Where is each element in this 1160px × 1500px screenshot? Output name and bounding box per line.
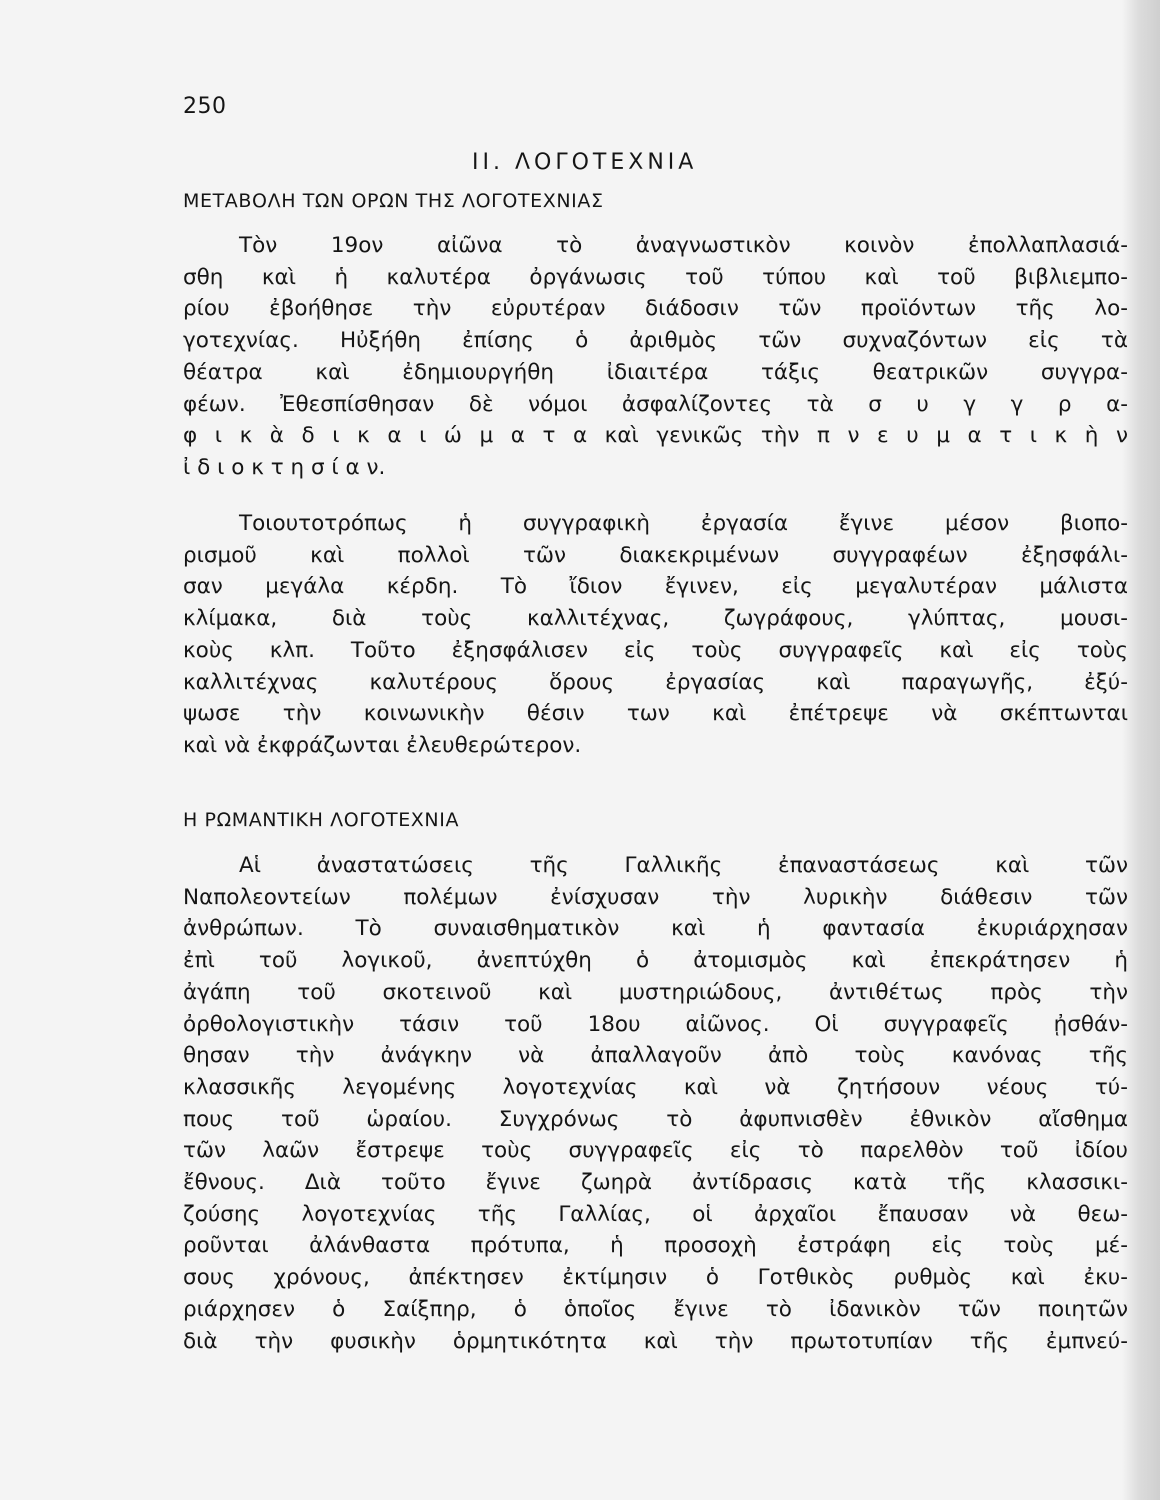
text-line: πους τοῦ ὡραίου. Συγχρόνως τὸ ἀφυπνισθὲν ἐθνικὸν αἴσθημα <box>183 1106 1128 1132</box>
text-line: ἔθνους. Διὰ τοῦτο ἔγινε ζωηρὰ ἀντίδρασις κατὰ τῆς κλασσικι- <box>183 1170 1128 1196</box>
text-line: σους χρόνους, ἀπέκτησεν ἐκτίμησιν ὁ Γοτθικὸς ρυθμὸς καὶ ἐκυ- <box>183 1265 1128 1291</box>
paragraph <box>183 230 1128 484</box>
text-line: Αἱ ἀναστατώσεις τῆς Γαλλικῆς ἐπαναστάσεως καὶ τῶν <box>239 853 1128 878</box>
text-line: Ναπολεοντείων πολέμων ἐνίσχυσαν τὴν λυρικὴν διάθεσιν τῶν <box>183 884 1128 910</box>
text-line: κλασσικῆς λεγομένης λογοτεχνίας καὶ νὰ ζητήσουν νέους τύ- <box>183 1074 1128 1100</box>
text-line: καὶ νὰ ἐκφράζωνται ἐλευθερώτερον. <box>183 732 582 758</box>
text-line: κλίμακα, διὰ τοὺς καλλιτέχνας, ζωγράφους, γλύπτας, μουσι- <box>183 606 1128 632</box>
chapter-title: II. ΛΟΓΟΤΕΧΝΙΑ <box>472 150 698 175</box>
section-heading: ΜΕΤΑΒΟΛΗ ΤΩΝ ΟΡΩΝ ΤΗΣ ΛΟΓΟΤΕΧΝΙΑΣ <box>183 190 604 212</box>
text-line: φ ι κ ὰ δ ι κ α ι ώ μ α τ α καὶ γενικῶς τὴν π ν ε υ μ α τ ι κ ὴ ν <box>183 423 1128 449</box>
text-line: Τὸν 19ον αἰῶνα τὸ ἀναγνωστικὸν κοινὸν ἐπολλαπλασιά- <box>239 233 1128 258</box>
section-heading: Η ΡΩΜΑΝΤΙΚΗ ΛΟΓΟΤΕΧΝΙΑ <box>183 809 460 831</box>
text-line: ροῦνται ἀλάνθαστα πρότυπα, ἡ προσοχὴ ἐστράφη εἰς τοὺς μέ- <box>183 1233 1128 1259</box>
text-line: ρισμοῦ καὶ πολλοὶ τῶν διακεκριμένων συγγραφέων ἐξησφάλι- <box>183 542 1128 568</box>
text-line: κοὺς κλπ. Τοῦτο ἐξησφάλισεν εἰς τοὺς συγγραφεῖς καὶ εἰς τοὺς <box>183 637 1128 663</box>
text-line: διὰ τὴν φυσικὴν ὁρμητικότητα καὶ τὴν πρωτοτυπίαν τῆς ἐμπνεύ- <box>183 1328 1128 1354</box>
text-line: σαν μεγάλα κέρδη. Τὸ ἴδιον ἔγινεν, εἰς μεγαλυτέραν μάλιστα <box>183 574 1128 600</box>
text-line: ἰ δ ι ο κ τ η σ ί α ν. <box>183 454 386 480</box>
text-line: ρίου ἐβοήθησε τὴν εὐρυτέραν διάδοσιν τῶν προϊόντων τῆς λο- <box>183 296 1128 322</box>
text-line: Τοιουτοτρόπως ἡ συγγραφικὴ ἐργασία ἔγινε μέσον βιοπο- <box>239 511 1128 536</box>
paragraph <box>183 508 1128 762</box>
text-line: γοτεχνίας. Ηὐξήθη ἐπίσης ὁ ἀριθμὸς τῶν συχναζόντων εἰς τὰ <box>183 328 1128 354</box>
text-line: ὀρθολογιστικὴν τάσιν τοῦ 18ου αἰῶνος. Οἱ συγγραφεῖς ᾐσθάν- <box>183 1011 1128 1037</box>
text-line: φέων. Ἐθεσπίσθησαν δὲ νόμοι ἀσφαλίζοντες τὰ σ υ γ γ ρ α- <box>183 391 1128 417</box>
text-line: καλλιτέχνας καλυτέρους ὅρους ἐργασίας καὶ παραγωγῆς, ἐξύ- <box>183 669 1128 695</box>
text-line: ἀνθρώπων. Τὸ συναισθηματικὸν καὶ ἡ φαντασία ἐκυριάρχησαν <box>183 916 1128 942</box>
text-line: ζούσης λογοτεχνίας τῆς Γαλλίας, οἱ ἀρχαῖοι ἔπαυσαν νὰ θεω- <box>183 1201 1128 1227</box>
text-line: ἀγάπη τοῦ σκοτεινοῦ καὶ μυστηριώδους, ἀντιθέτως πρὸς τὴν <box>183 979 1128 1005</box>
text-line: θέατρα καὶ ἐδημιουργήθη ἰδιαιτέρα τάξις θεατρικῶν συγγρα- <box>183 359 1128 385</box>
page-number: 250 <box>183 94 227 119</box>
text-line: σθη καὶ ἡ καλυτέρα ὀργάνωσις τοῦ τύπου καὶ τοῦ βιβλιεμπο- <box>183 264 1128 290</box>
text-line: τῶν λαῶν ἔστρεψε τοὺς συγγραφεῖς εἰς τὸ παρελθὸν τοῦ ἰδίου <box>183 1138 1128 1164</box>
text-line: ἐπὶ τοῦ λογικοῦ, ἀνεπτύχθη ὁ ἀτομισμὸς καὶ ἐπεκράτησεν ἡ <box>183 948 1128 974</box>
text-line: ψωσε τὴν κοινωνικὴν θέσιν των καὶ ἐπέτρεψε νὰ σκέπτωνται <box>183 701 1128 727</box>
text-line: θησαν τὴν ἀνάγκην νὰ ἀπαλλαγοῦν ἀπὸ τοὺς κανόνας τῆς <box>183 1043 1128 1069</box>
text-line: ριάρχησεν ὁ Σαίξπηρ, ὁ ὁποῖος ἔγινε τὸ ἰδανικὸν τῶν ποιητῶν <box>183 1296 1128 1322</box>
paragraph <box>183 850 1128 1357</box>
